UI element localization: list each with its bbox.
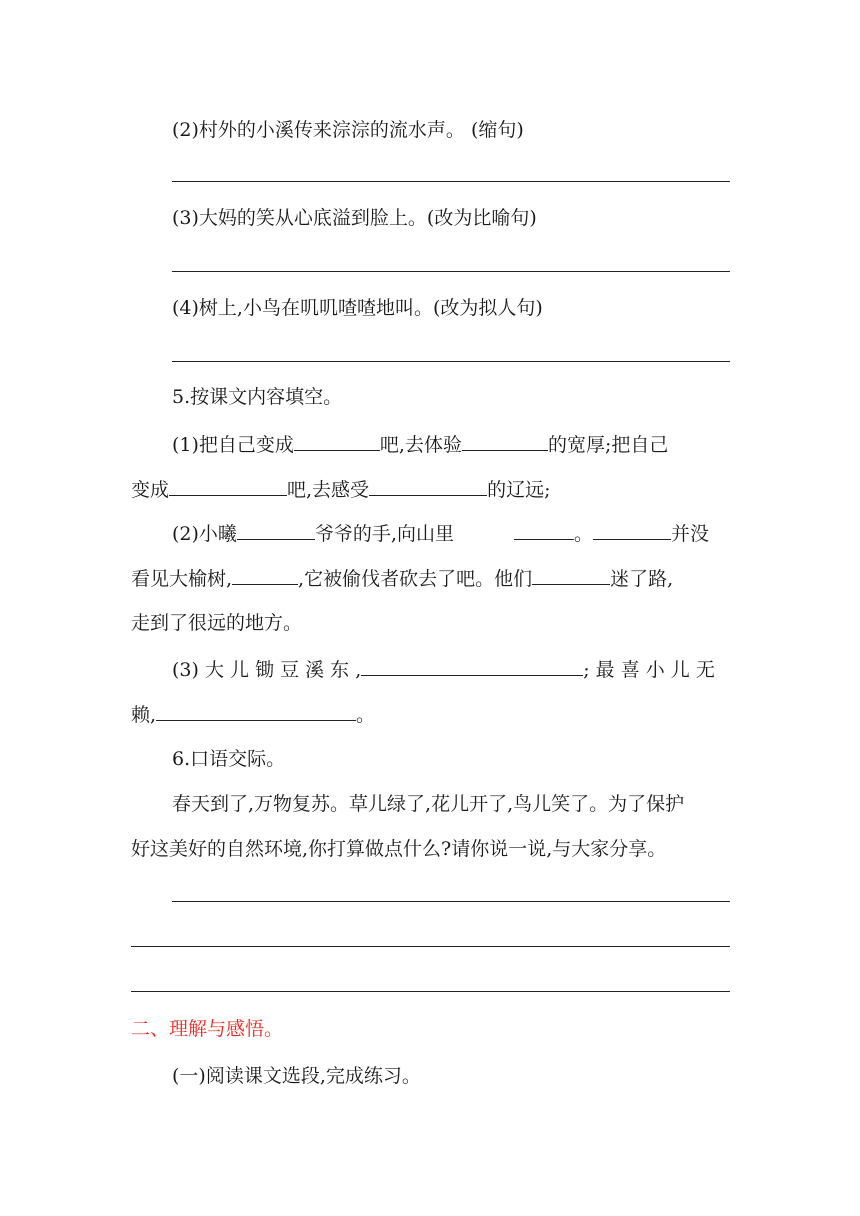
q5-p3-text-d: 。 <box>356 704 376 726</box>
section2-subheading: (一)阅读课文选段,完成练习。 <box>172 1065 421 1087</box>
q5-p1-text-a: (1)把自己变成 <box>172 434 294 456</box>
fill-blank[interactable] <box>462 432 548 451</box>
q6-title: 6.口语交际。 <box>172 748 286 770</box>
fill-blank[interactable] <box>361 657 583 676</box>
q5-p1-text-b: 吧,去体验 <box>379 434 462 456</box>
q6-answer-line-2[interactable] <box>131 946 730 947</box>
fill-blank[interactable] <box>294 432 380 451</box>
fill-blank[interactable] <box>369 477 487 496</box>
q5-p1-text-d: 变成 <box>131 479 170 501</box>
section2-heading: 二、理解与感悟。 <box>131 1018 284 1040</box>
q5-p2-text-d: 并没 <box>670 523 709 545</box>
q5-p3-line1 <box>172 657 715 682</box>
q5-p1-text-e: 吧,去感受 <box>287 479 370 501</box>
q5-p3-text-c: 赖, <box>131 704 157 726</box>
q5-p3-text-b: ; 最 喜 小 儿 无 <box>583 659 715 681</box>
q5-p2-text-c: 。 <box>573 523 593 545</box>
q5-p2-text-b: 爷爷的手,向山里 <box>314 523 454 545</box>
q5-p2-text-f: ,它被偷伐者砍去了吧。他们 <box>298 568 533 590</box>
q5-p3-line2 <box>131 702 375 727</box>
fill-blank[interactable] <box>593 521 671 540</box>
q5-p2-text-a: (2)小曦 <box>172 523 237 545</box>
q5-p1-text-c: 的宽厚;把自己 <box>547 434 669 456</box>
q6-text-line1: 春天到了,万物复苏。草儿绿了,花儿开了,鸟儿笑了。为了保护 <box>172 793 685 815</box>
q4-item4-prompt: (4)树上,小鸟在叽叽喳喳地叫。(改为拟人句) <box>172 297 543 319</box>
q5-p1-line2 <box>131 477 550 502</box>
q5-p3-text-a: (3) 大 儿 锄 豆 溪 东 , <box>172 659 362 681</box>
q4-item4-answer-line[interactable] <box>172 361 730 362</box>
q5-p2-line3: 走到了很远的地方。 <box>131 612 303 634</box>
q5-p1-text-f: 的辽远; <box>487 479 551 501</box>
fill-blank[interactable] <box>169 477 287 496</box>
q5-p2-text-e: 看见大榆树, <box>131 568 233 590</box>
q5-title: 5.按课文内容填空。 <box>172 386 343 408</box>
q4-item3-prompt: (3)大妈的笑从心底溢到脸上。(改为比喻句) <box>172 207 537 229</box>
fill-blank[interactable] <box>514 521 574 540</box>
fill-blank[interactable] <box>532 566 610 585</box>
fill-blank[interactable] <box>232 566 298 585</box>
q4-item2-answer-line[interactable] <box>172 181 730 182</box>
q5-p2-line2 <box>131 566 673 591</box>
q5-p2-line1 <box>172 521 709 546</box>
q6-answer-line-3[interactable] <box>131 991 730 992</box>
fill-blank[interactable] <box>156 702 356 721</box>
fill-blank[interactable] <box>237 521 315 540</box>
q6-answer-line-1[interactable] <box>172 901 730 902</box>
q4-item3-answer-line[interactable] <box>172 271 730 272</box>
q5-p2-text-g: 迷了路, <box>610 568 674 590</box>
q6-text-line2: 好这美好的自然环境,你打算做点什么?请你说一说,与大家分享。 <box>131 838 667 860</box>
q5-p1-line1 <box>172 432 668 457</box>
q4-item2-prompt: (2)村外的小溪传来淙淙的流水声。 (缩句) <box>172 119 524 141</box>
